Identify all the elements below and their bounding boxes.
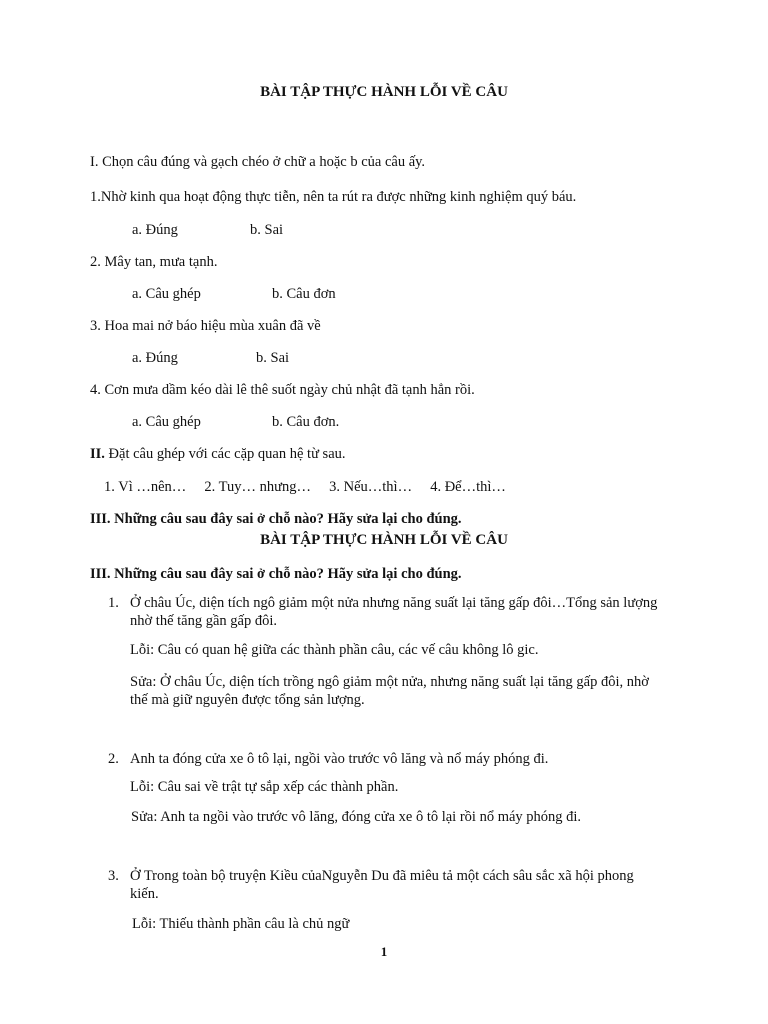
page-number: 1 <box>380 944 388 959</box>
item-3-number: 3. <box>108 868 119 884</box>
item-1-sentence-line-2: nhờ thế tăng gần gấp đôi. <box>130 613 277 629</box>
question-2-text: 2. Mây tan, mưa tạnh. <box>90 254 218 270</box>
question-1-text: 1.Nhờ kinh qua hoạt động thực tiễn, nên ta rút ra được những kinh nghiệm quý báu. <box>90 189 577 205</box>
item-1-number: 1. <box>108 595 119 611</box>
question-4-option-a: a. Câu ghép <box>132 414 201 430</box>
section-2-pairs: 1. Vì …nên… 2. Tuy… nhưng… 3. Nếu…thì… 4. Để…thì… <box>104 479 506 495</box>
question-2-option-a: a. Câu ghép <box>132 286 201 302</box>
item-2-sentence: Anh ta đóng cửa xe ô tô lại, ngồi vào trước vô lăng và nổ máy phóng đi. <box>130 751 549 767</box>
question-1-option-a: a. Đúng <box>132 222 178 238</box>
item-2-error: Lỗi: Câu sai về trật tự sắp xếp các thành phần. <box>130 779 399 795</box>
question-3-option-b: b. Sai <box>256 350 290 366</box>
document-title: BÀI TẬP THỰC HÀNH LỖI VỀ CÂU <box>260 84 508 100</box>
section-3-heading: III. Những câu sau đây sai ở chỗ nào? Hãy sửa lại cho đúng. <box>90 511 462 527</box>
section-2-heading <box>90 445 346 463</box>
item-2-number: 2. <box>108 751 119 767</box>
section-3-heading-repeat: III. Những câu sau đây sai ở chỗ nào? Hãy sửa lại cho đúng. <box>90 566 462 582</box>
item-3-sentence-line-2: kiến. <box>130 886 159 902</box>
item-3-error: Lỗi: Thiếu thành phần câu là chủ ngữ <box>132 916 350 932</box>
item-1-fix-line-1: Sửa: Ở châu Úc, diện tích trồng ngô giảm một nửa, nhưng năng suất lại tăng gấp đôi, nhờ <box>130 674 649 690</box>
document-title-repeat: BÀI TẬP THỰC HÀNH LỖI VỀ CÂU <box>260 532 508 548</box>
question-3-text: 3. Hoa mai nở báo hiệu mùa xuân đã về <box>90 318 321 334</box>
item-1-fix-line-2: thế mà giữ nguyên được tổng sản lượng. <box>130 692 365 708</box>
question-4-option-b: b. Câu đơn. <box>272 414 340 430</box>
question-3-option-a: a. Đúng <box>132 350 178 366</box>
item-1-error: Lỗi: Câu có quan hệ giữa các thành phần câu, các vế câu không lô gic. <box>130 642 539 658</box>
item-1-sentence-line-1: Ở châu Úc, diện tích ngô giảm một nửa nhưng năng suất lại tăng gấp đôi…Tổng sản lượng <box>130 595 658 611</box>
section-2-label: II. <box>90 446 105 462</box>
section-2-heading-text: Đặt câu ghép với các cặp quan hệ từ sau. <box>104 446 346 462</box>
section-1-heading: I. Chọn câu đúng và gạch chéo ở chữ a hoặc b của câu ấy. <box>90 154 426 170</box>
item-3-sentence-line-1: Ở Trong toàn bộ truyện Kiều củaNguyễn Du đã miêu tả một cách sâu sắc xã hội phong <box>130 868 634 884</box>
question-2-option-b: b. Câu đơn <box>272 286 336 302</box>
question-1-option-b: b. Sai <box>250 222 284 238</box>
item-2-fix: Sửa: Anh ta ngồi vào trước vô lăng, đóng cửa xe ô tô lại rồi nổ máy phóng đi. <box>131 809 582 825</box>
question-4-text: 4. Cơn mưa dầm kéo dài lê thê suốt ngày chủ nhật đã tạnh hẳn rồi. <box>90 382 475 398</box>
